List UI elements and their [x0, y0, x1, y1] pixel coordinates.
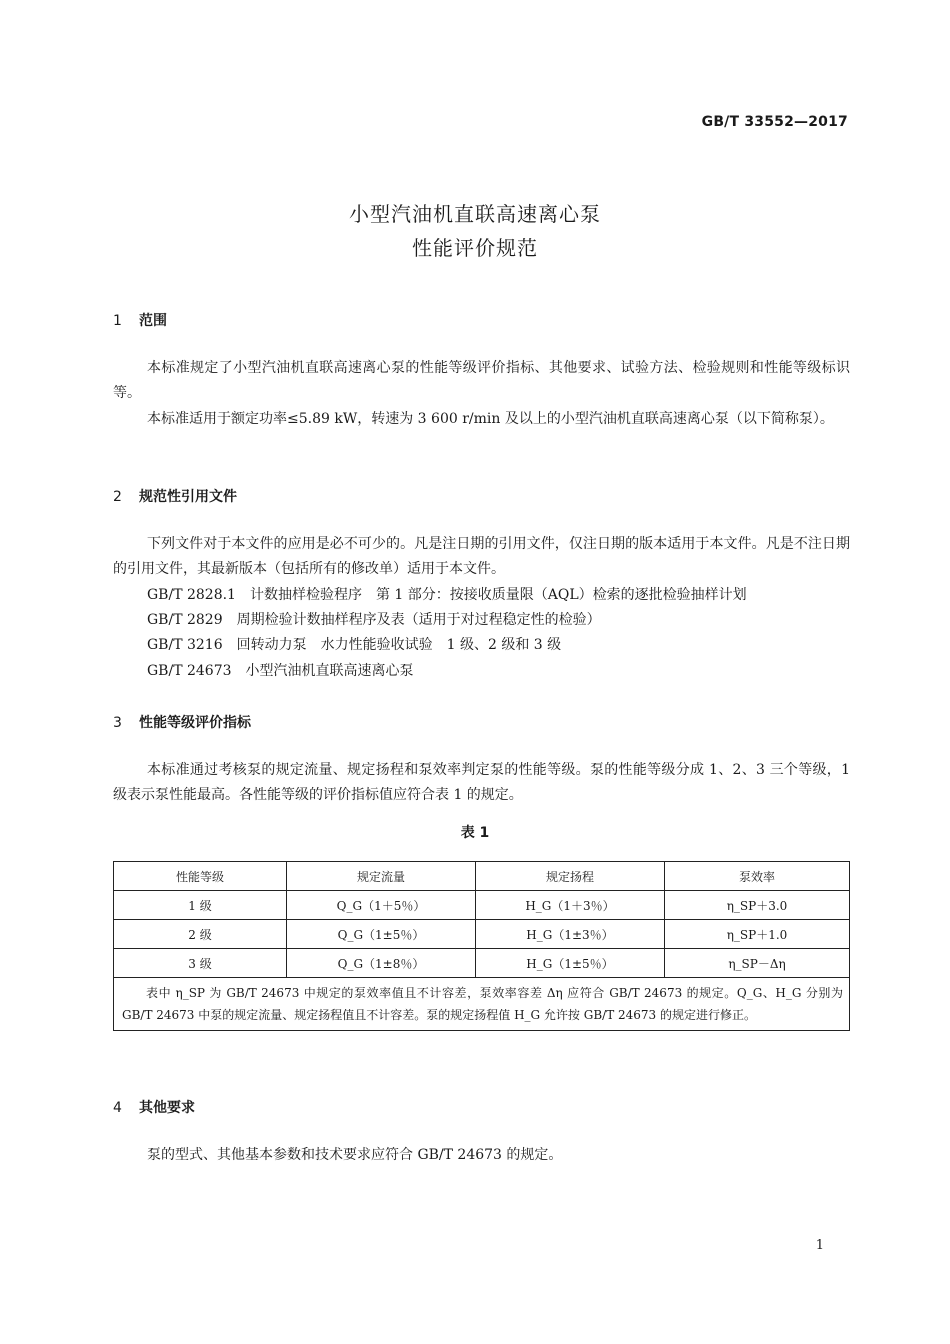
reference-item: GB/T 24673 小型汽油机直联高速离心泵	[147, 663, 414, 679]
table-note-row	[114, 978, 850, 1031]
section-title: 规范性引用文件	[139, 489, 237, 505]
table-cell: H_G（1±3％）	[476, 920, 665, 949]
table-row	[114, 891, 850, 920]
section-number: 3	[113, 715, 122, 731]
section-number: 1	[113, 313, 122, 329]
table-cell: η_SP＋3.0	[665, 891, 850, 920]
table-cell: η_SP＋1.0	[665, 920, 850, 949]
reference-item: GB/T 2829 周期检验计数抽样程序及表（适用于对过程稳定性的检验）	[147, 612, 601, 628]
reference-item: GB/T 3216 回转动力泵 水力性能验收试验 1 级、2 级和 3 级	[147, 637, 562, 653]
reference-item: GB/T 2828.1 计数抽样检验程序 第 1 部分：按接收质量限（AQL）检索的逐批检验抽样计划	[147, 587, 747, 603]
page-number: 1	[815, 1238, 824, 1253]
table-row	[114, 949, 850, 978]
table-cell: Q_G（1±5％）	[287, 920, 476, 949]
section-2-paragraph-1: 下列文件对于本文件的应用是必不可少的。凡是注日期的引用文件，仅注日期的版本适用于本文件。凡是不注日期的引用文件，其最新版本（包括所有的修改单）适用于本文件。	[113, 536, 850, 577]
section-4-heading	[113, 1097, 195, 1117]
document-title-line2: 性能评价规范	[412, 236, 538, 260]
section-3-paragraph-1: 本标准通过考核泵的规定流量、规定扬程和泵效率判定泵的性能等级。泵的性能等级分成 1、2、3 三个等级，1 级表示泵性能最高。各性能等级的评价指标值应符合表 1 的规定。	[113, 762, 850, 803]
section-4-paragraph-1: 泵的型式、其他基本参数和技术要求应符合 GB/T 24673 的规定。	[147, 1147, 563, 1163]
column-header: 泵效率	[665, 862, 850, 891]
column-header: 规定扬程	[476, 862, 665, 891]
section-1-paragraph-1: 本标准规定了小型汽油机直联高速离心泵的性能等级评价指标、其他要求、试验方法、检验规则和性能等级标识等。	[113, 360, 850, 401]
table-note: 表中 η_SP 为 GB/T 24673 中规定的泵效率值且不计容差，泵效率容差 Δη 应符合 GB/T 24673 的规定。Q_G、H_G 分别为 GB/T 24673 中泵的规定流量、规定扬程值且不计容差。泵的规定扬程值 H_G 允许按 GB/T 24673 的规定进行修正。	[114, 978, 850, 1031]
table-caption: 表 1	[460, 825, 490, 841]
performance-grade-table	[113, 861, 850, 1031]
column-header: 规定流量	[287, 862, 476, 891]
standard-code: GB/T 33552—2017	[701, 114, 848, 130]
table-cell: Q_G（1＋5％）	[287, 891, 476, 920]
table-header-row	[114, 862, 850, 891]
section-1-heading	[113, 310, 167, 330]
section-title: 性能等级评价指标	[139, 715, 251, 731]
section-title: 范围	[139, 313, 167, 329]
table-cell: H_G（1＋3％）	[476, 891, 665, 920]
column-header: 性能等级	[114, 862, 287, 891]
table-cell: 1 级	[114, 891, 287, 920]
document-title-line1: 小型汽油机直联高速离心泵	[349, 202, 601, 226]
section-number: 4	[113, 1100, 122, 1116]
table-cell: 2 级	[114, 920, 287, 949]
table-cell: Q_G（1±8％）	[287, 949, 476, 978]
section-2-heading	[113, 486, 237, 506]
section-number: 2	[113, 489, 122, 505]
section-3-heading	[113, 712, 251, 732]
table-row	[114, 920, 850, 949]
section-1-paragraph-2: 本标准适用于额定功率≤5.89 kW，转速为 3 600 r/min 及以上的小型汽油机直联高速离心泵（以下简称泵）。	[147, 411, 834, 427]
table-cell: η_SP－Δη	[665, 949, 850, 978]
table-cell: H_G（1±5％）	[476, 949, 665, 978]
section-title: 其他要求	[139, 1100, 195, 1116]
table-cell: 3 级	[114, 949, 287, 978]
